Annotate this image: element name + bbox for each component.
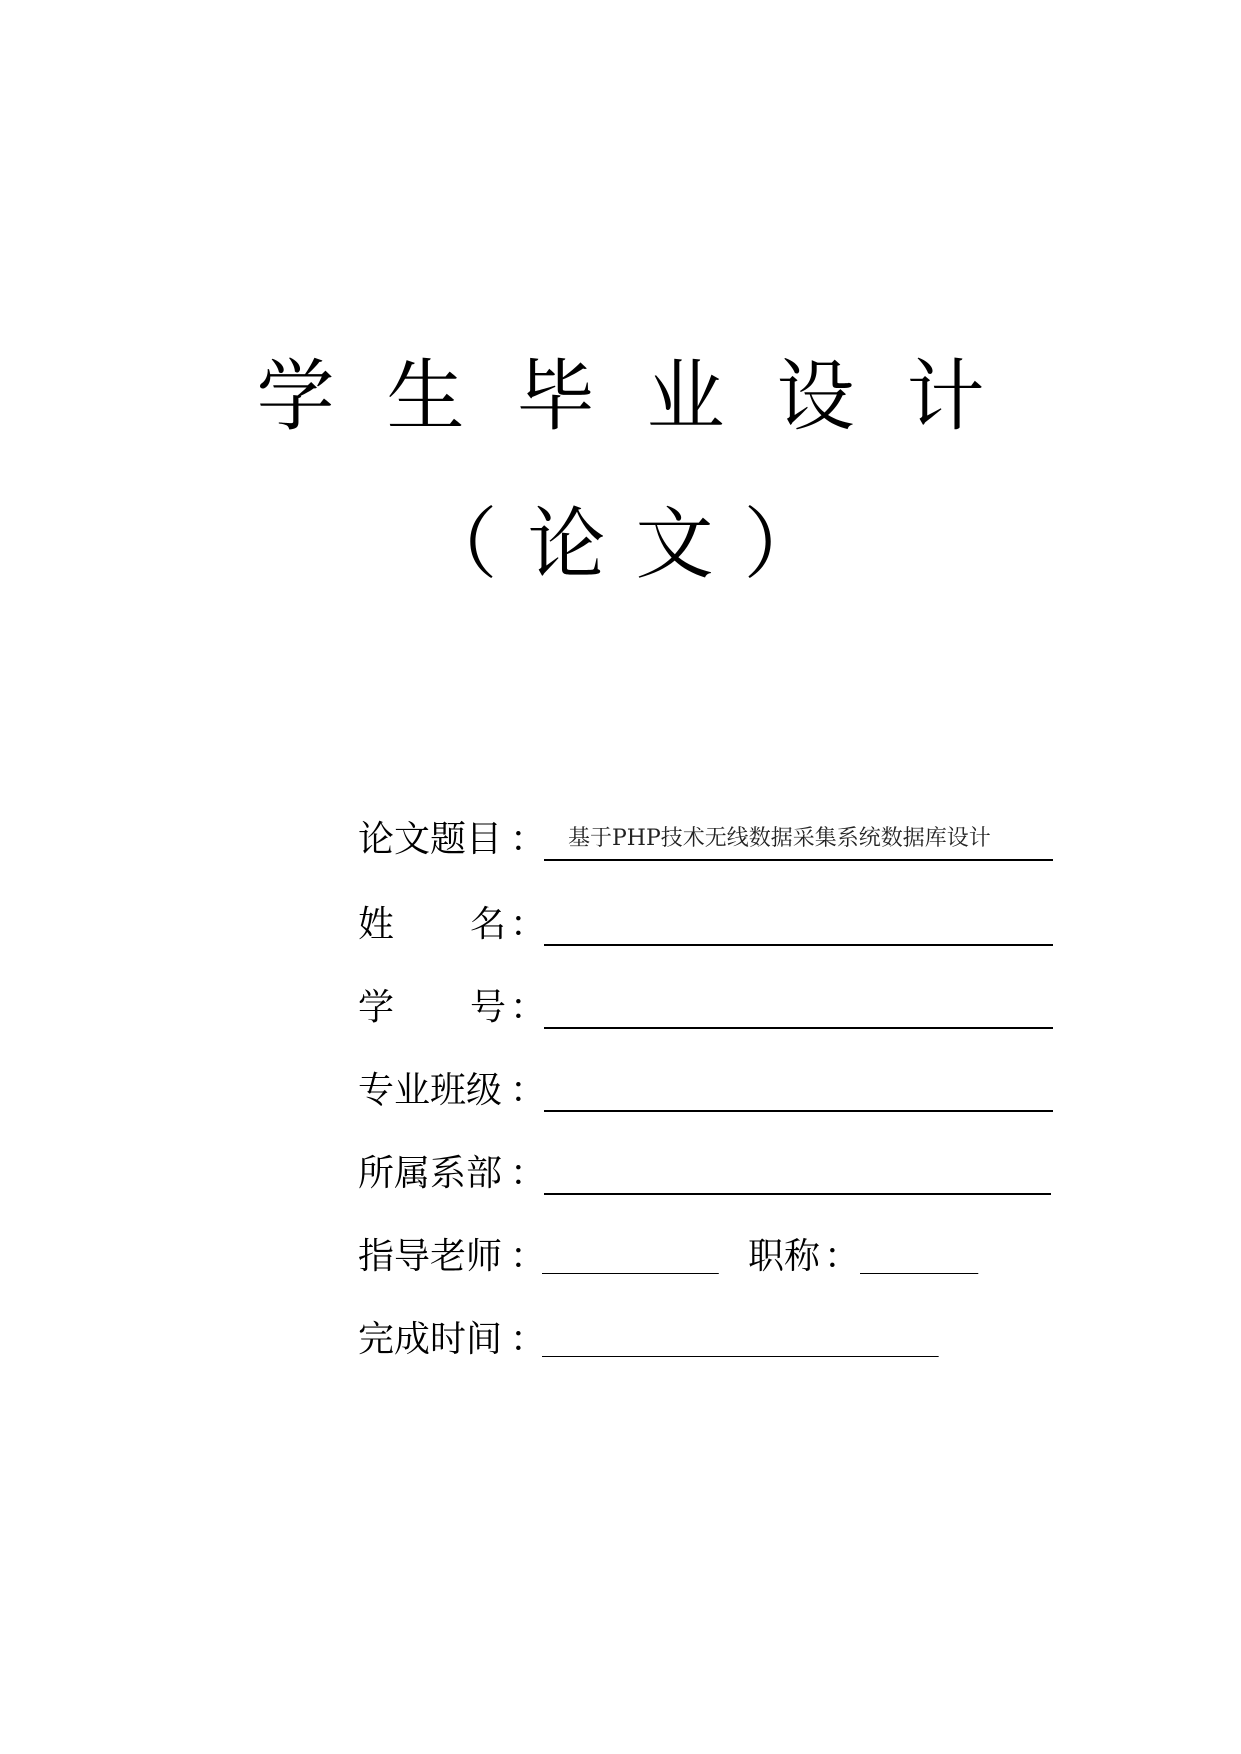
advisor-title-colon: ： [824, 1236, 861, 1277]
cover-subtitle: （论文） [419, 500, 852, 590]
student-id-underline [544, 1027, 1053, 1029]
department-underline [544, 1193, 1051, 1195]
advisor-title-label: 职称 [748, 1236, 821, 1277]
completion-time-colon: ： [510, 1319, 547, 1360]
thesis-title-value[interactable]: 基于PHP技术无线数据采集系统数据库设计 [568, 826, 991, 851]
advisor-label: 指导老师 [358, 1236, 503, 1277]
major-class-colon: ： [510, 1070, 547, 1111]
major-class-underline [544, 1110, 1053, 1112]
major-class-label: 专业班级 [358, 1070, 503, 1111]
department-label: 所属系部 [358, 1153, 503, 1194]
advisor-colon: ： [510, 1236, 547, 1277]
student-id-label [358, 983, 506, 1033]
name-label-part-2: 名 [469, 904, 506, 945]
advisor-blank[interactable]: ____________ [542, 1245, 718, 1275]
advisor-title-blank[interactable]: ________ [860, 1245, 978, 1275]
student-id-colon: ： [510, 987, 547, 1028]
thesis-title-colon: ： [510, 819, 547, 860]
name-label-part-1: 姓 [358, 904, 395, 945]
department-colon: ： [510, 1153, 547, 1194]
name-label [358, 900, 506, 950]
thesis-title-label: 论文题目 [358, 819, 503, 860]
completion-time-blank[interactable]: ___________________________ [542, 1328, 938, 1358]
student-id-label-part-1: 学 [358, 987, 395, 1028]
name-colon: ： [510, 904, 547, 945]
thesis-title-underline [544, 859, 1053, 861]
cover-title: 学生毕业设计 [256, 352, 1037, 442]
student-id-label-part-2: 号 [469, 987, 506, 1028]
completion-time-label: 完成时间 [358, 1319, 503, 1360]
name-underline [544, 944, 1053, 946]
